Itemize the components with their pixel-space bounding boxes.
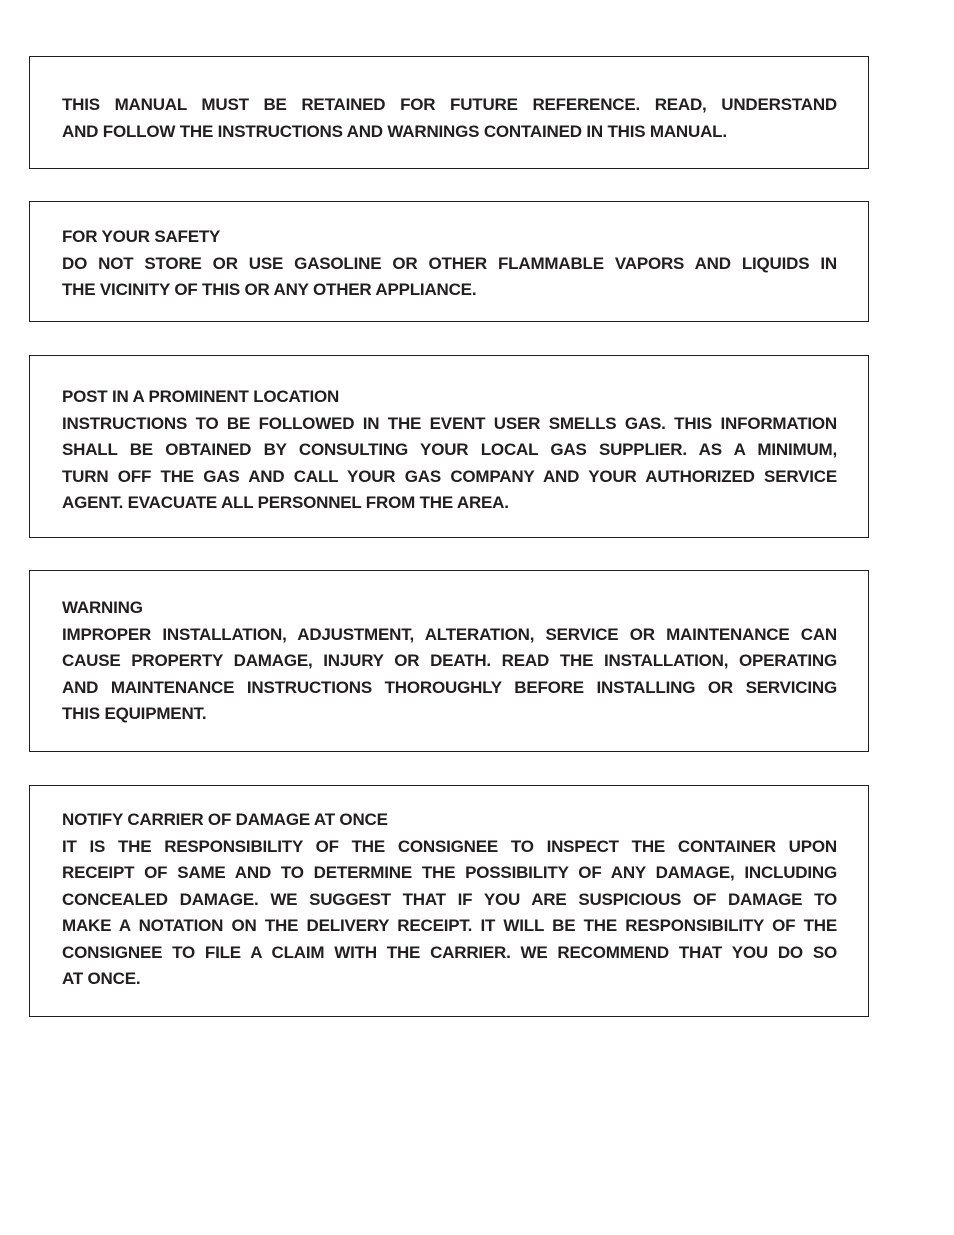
notice-text-line: INSTRUCTIONS TO BE FOLLOWED IN THE EVENT USER SMELLS GAS. THIS INFORMATION [62,413,837,433]
notice-text-line: TURN OFF THE GAS AND CALL YOUR GAS COMPANY AND YOUR AUTHORIZED SERVICE [62,466,837,486]
warning-notice [29,570,869,752]
notice-text-line: AT ONCE. [62,969,141,988]
notice-text-line: AND MAINTENANCE INSTRUCTIONS THOROUGHLY BEFORE INSTALLING OR SERVICING [62,677,837,697]
notice-text-line: CONCEALED DAMAGE. WE SUGGEST THAT IF YOU ARE SUSPICIOUS OF DAMAGE TO [62,889,837,909]
notice-text-line: RECEIPT OF SAME AND TO DETERMINE THE POSSIBILITY OF ANY DAMAGE, INCLUDING [62,863,837,882]
notice-heading: WARNING [62,598,143,617]
notice-text-line: SHALL BE OBTAINED BY CONSULTING YOUR LOCAL GAS SUPPLIER. AS A MINIMUM, [62,440,837,459]
notice-heading: NOTIFY CARRIER OF DAMAGE AT ONCE [62,810,388,829]
notice-text-line: MAKE A NOTATION ON THE DELIVERY RECEIPT. IT WILL BE THE RESPONSIBILITY OF THE [62,916,837,935]
notice-text-line: THIS MANUAL MUST BE RETAINED FOR FUTURE REFERENCE. READ, UNDERSTAND [62,95,837,114]
notice-text-line: IT IS THE RESPONSIBILITY OF THE CONSIGNEE TO INSPECT THE CONTAINER UPON [62,836,837,856]
carrier-damage-notice [29,785,869,1017]
gas-smell-instructions-notice [29,355,869,538]
notice-heading: POST IN A PROMINENT LOCATION [62,387,340,406]
notice-text-line: THIS EQUIPMENT. [62,704,207,723]
notice-text-line: IMPROPER INSTALLATION, ADJUSTMENT, ALTERATION, SERVICE OR MAINTENANCE CAN [62,624,837,644]
notice-heading: FOR YOUR SAFETY [62,227,221,246]
notice-text-line: CONSIGNEE TO FILE A CLAIM WITH THE CARRIER. WE RECOMMEND THAT YOU DO SO [62,942,837,962]
notice-text-line: AND FOLLOW THE INSTRUCTIONS AND WARNINGS CONTAINED IN THIS MANUAL. [62,121,727,141]
notice-text-line: AGENT. EVACUATE ALL PERSONNEL FROM THE AREA. [62,493,509,512]
notice-text-line: CAUSE PROPERTY DAMAGE, INJURY OR DEATH. READ THE INSTALLATION, OPERATING [62,651,837,670]
manual-retention-notice [29,56,869,169]
safety-notice [29,201,869,322]
notice-text-line: DO NOT STORE OR USE GASOLINE OR OTHER FLAMMABLE VAPORS AND LIQUIDS IN [62,253,837,273]
notice-text-line: THE VICINITY OF THIS OR ANY OTHER APPLIANCE. [62,280,477,299]
